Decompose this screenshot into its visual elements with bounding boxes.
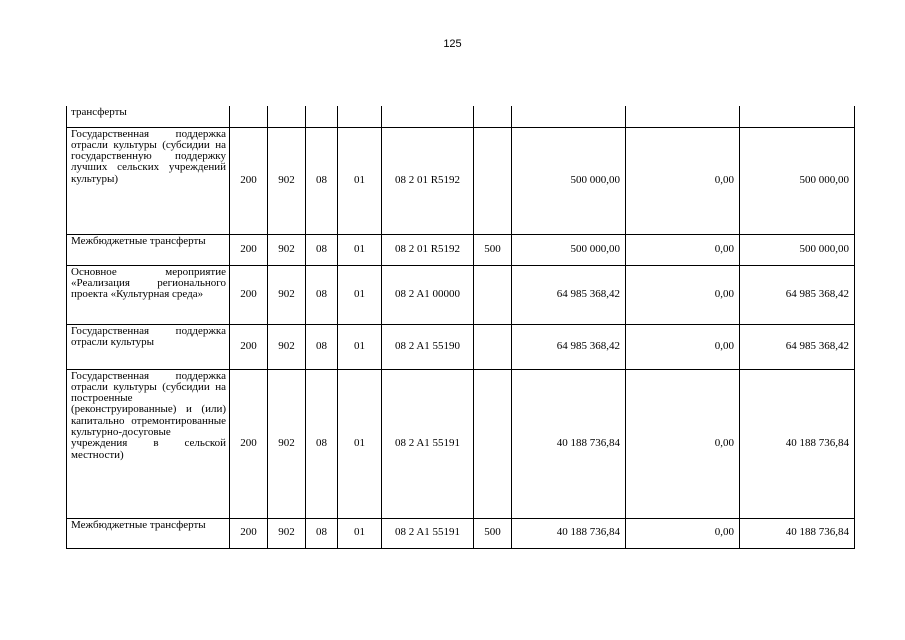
- cell-amount: 500 000,00: [740, 127, 855, 234]
- table-row: [67, 265, 855, 324]
- cell-code: 902: [268, 265, 306, 324]
- row-name: Межбюджетные трансферты: [67, 234, 230, 265]
- cell-code: 200: [230, 234, 268, 265]
- cell-code: 08 2 A1 55191: [382, 518, 474, 548]
- cell-code: 08: [306, 234, 338, 265]
- cell-code: 08: [306, 265, 338, 324]
- cell-amount: 500 000,00: [512, 127, 626, 234]
- cell-amount: [626, 106, 740, 127]
- table-row: [67, 106, 855, 127]
- cell-code: 500: [474, 234, 512, 265]
- cell-amount: 64 985 368,42: [740, 265, 855, 324]
- row-name: Государственная поддержка отрасли культуры (субсидии на построенные (реконструированные) и (или) капитально отремонтированные культурно-досуговые учреждения в сельской местности): [67, 369, 230, 518]
- table-row: [67, 324, 855, 369]
- cell-amount: 0,00: [626, 265, 740, 324]
- cell-code: [474, 324, 512, 369]
- page-number: 125: [443, 38, 462, 50]
- cell-amount: 0,00: [626, 234, 740, 265]
- cell-amount: [740, 106, 855, 127]
- cell-code: 902: [268, 518, 306, 548]
- cell-amount: 0,00: [626, 518, 740, 548]
- cell-code: 08: [306, 518, 338, 548]
- cell-code: [474, 106, 512, 127]
- cell-code: 01: [338, 324, 382, 369]
- table-row: [67, 369, 855, 518]
- cell-code: 902: [268, 234, 306, 265]
- cell-code: [230, 106, 268, 127]
- cell-code: 08: [306, 127, 338, 234]
- cell-code: 08 2 01 R5192: [382, 234, 474, 265]
- cell-code: [306, 106, 338, 127]
- cell-code: [474, 265, 512, 324]
- cell-amount: 0,00: [626, 127, 740, 234]
- row-name: Межбюджетные трансферты: [67, 518, 230, 548]
- cell-code: 200: [230, 369, 268, 518]
- cell-code: 500: [474, 518, 512, 548]
- row-name: Государственная поддержка отрасли культуры (субсидии на государственную поддержку лучших сельских учреждений культуры): [67, 127, 230, 234]
- cell-code: 08 2 A1 00000: [382, 265, 474, 324]
- cell-code: 902: [268, 369, 306, 518]
- cell-code: 902: [268, 127, 306, 234]
- cell-code: 08 2 01 R5192: [382, 127, 474, 234]
- cell-code: 01: [338, 234, 382, 265]
- cell-code: 08 2 A1 55191: [382, 369, 474, 518]
- cell-amount: 0,00: [626, 324, 740, 369]
- cell-amount: 40 188 736,84: [740, 518, 855, 548]
- cell-code: 01: [338, 127, 382, 234]
- row-name: трансферты: [67, 106, 230, 127]
- cell-code: 08: [306, 324, 338, 369]
- cell-code: 01: [338, 518, 382, 548]
- row-name: Основное мероприятие «Реализация регионального проекта «Культурная среда»: [67, 265, 230, 324]
- row-name: Государственная поддержка отрасли культуры: [67, 324, 230, 369]
- cell-code: [474, 369, 512, 518]
- cell-amount: 500 000,00: [740, 234, 855, 265]
- cell-amount: 40 188 736,84: [512, 369, 626, 518]
- cell-amount: 40 188 736,84: [740, 369, 855, 518]
- budget-table: [66, 106, 855, 549]
- cell-code: [268, 106, 306, 127]
- cell-code: 200: [230, 127, 268, 234]
- cell-code: 01: [338, 369, 382, 518]
- cell-code: 01: [338, 265, 382, 324]
- cell-amount: 500 000,00: [512, 234, 626, 265]
- cell-code: [382, 106, 474, 127]
- cell-code: 08 2 A1 55190: [382, 324, 474, 369]
- table-row: [67, 518, 855, 548]
- cell-code: 200: [230, 518, 268, 548]
- table-row: [67, 127, 855, 234]
- table-row: [67, 234, 855, 265]
- cell-code: 902: [268, 324, 306, 369]
- cell-code: [474, 127, 512, 234]
- cell-amount: 40 188 736,84: [512, 518, 626, 548]
- cell-code: 200: [230, 265, 268, 324]
- cell-code: 200: [230, 324, 268, 369]
- cell-amount: [512, 106, 626, 127]
- cell-amount: 64 985 368,42: [512, 324, 626, 369]
- cell-code: [338, 106, 382, 127]
- cell-code: 08: [306, 369, 338, 518]
- cell-amount: 64 985 368,42: [512, 265, 626, 324]
- cell-amount: 64 985 368,42: [740, 324, 855, 369]
- cell-amount: 0,00: [626, 369, 740, 518]
